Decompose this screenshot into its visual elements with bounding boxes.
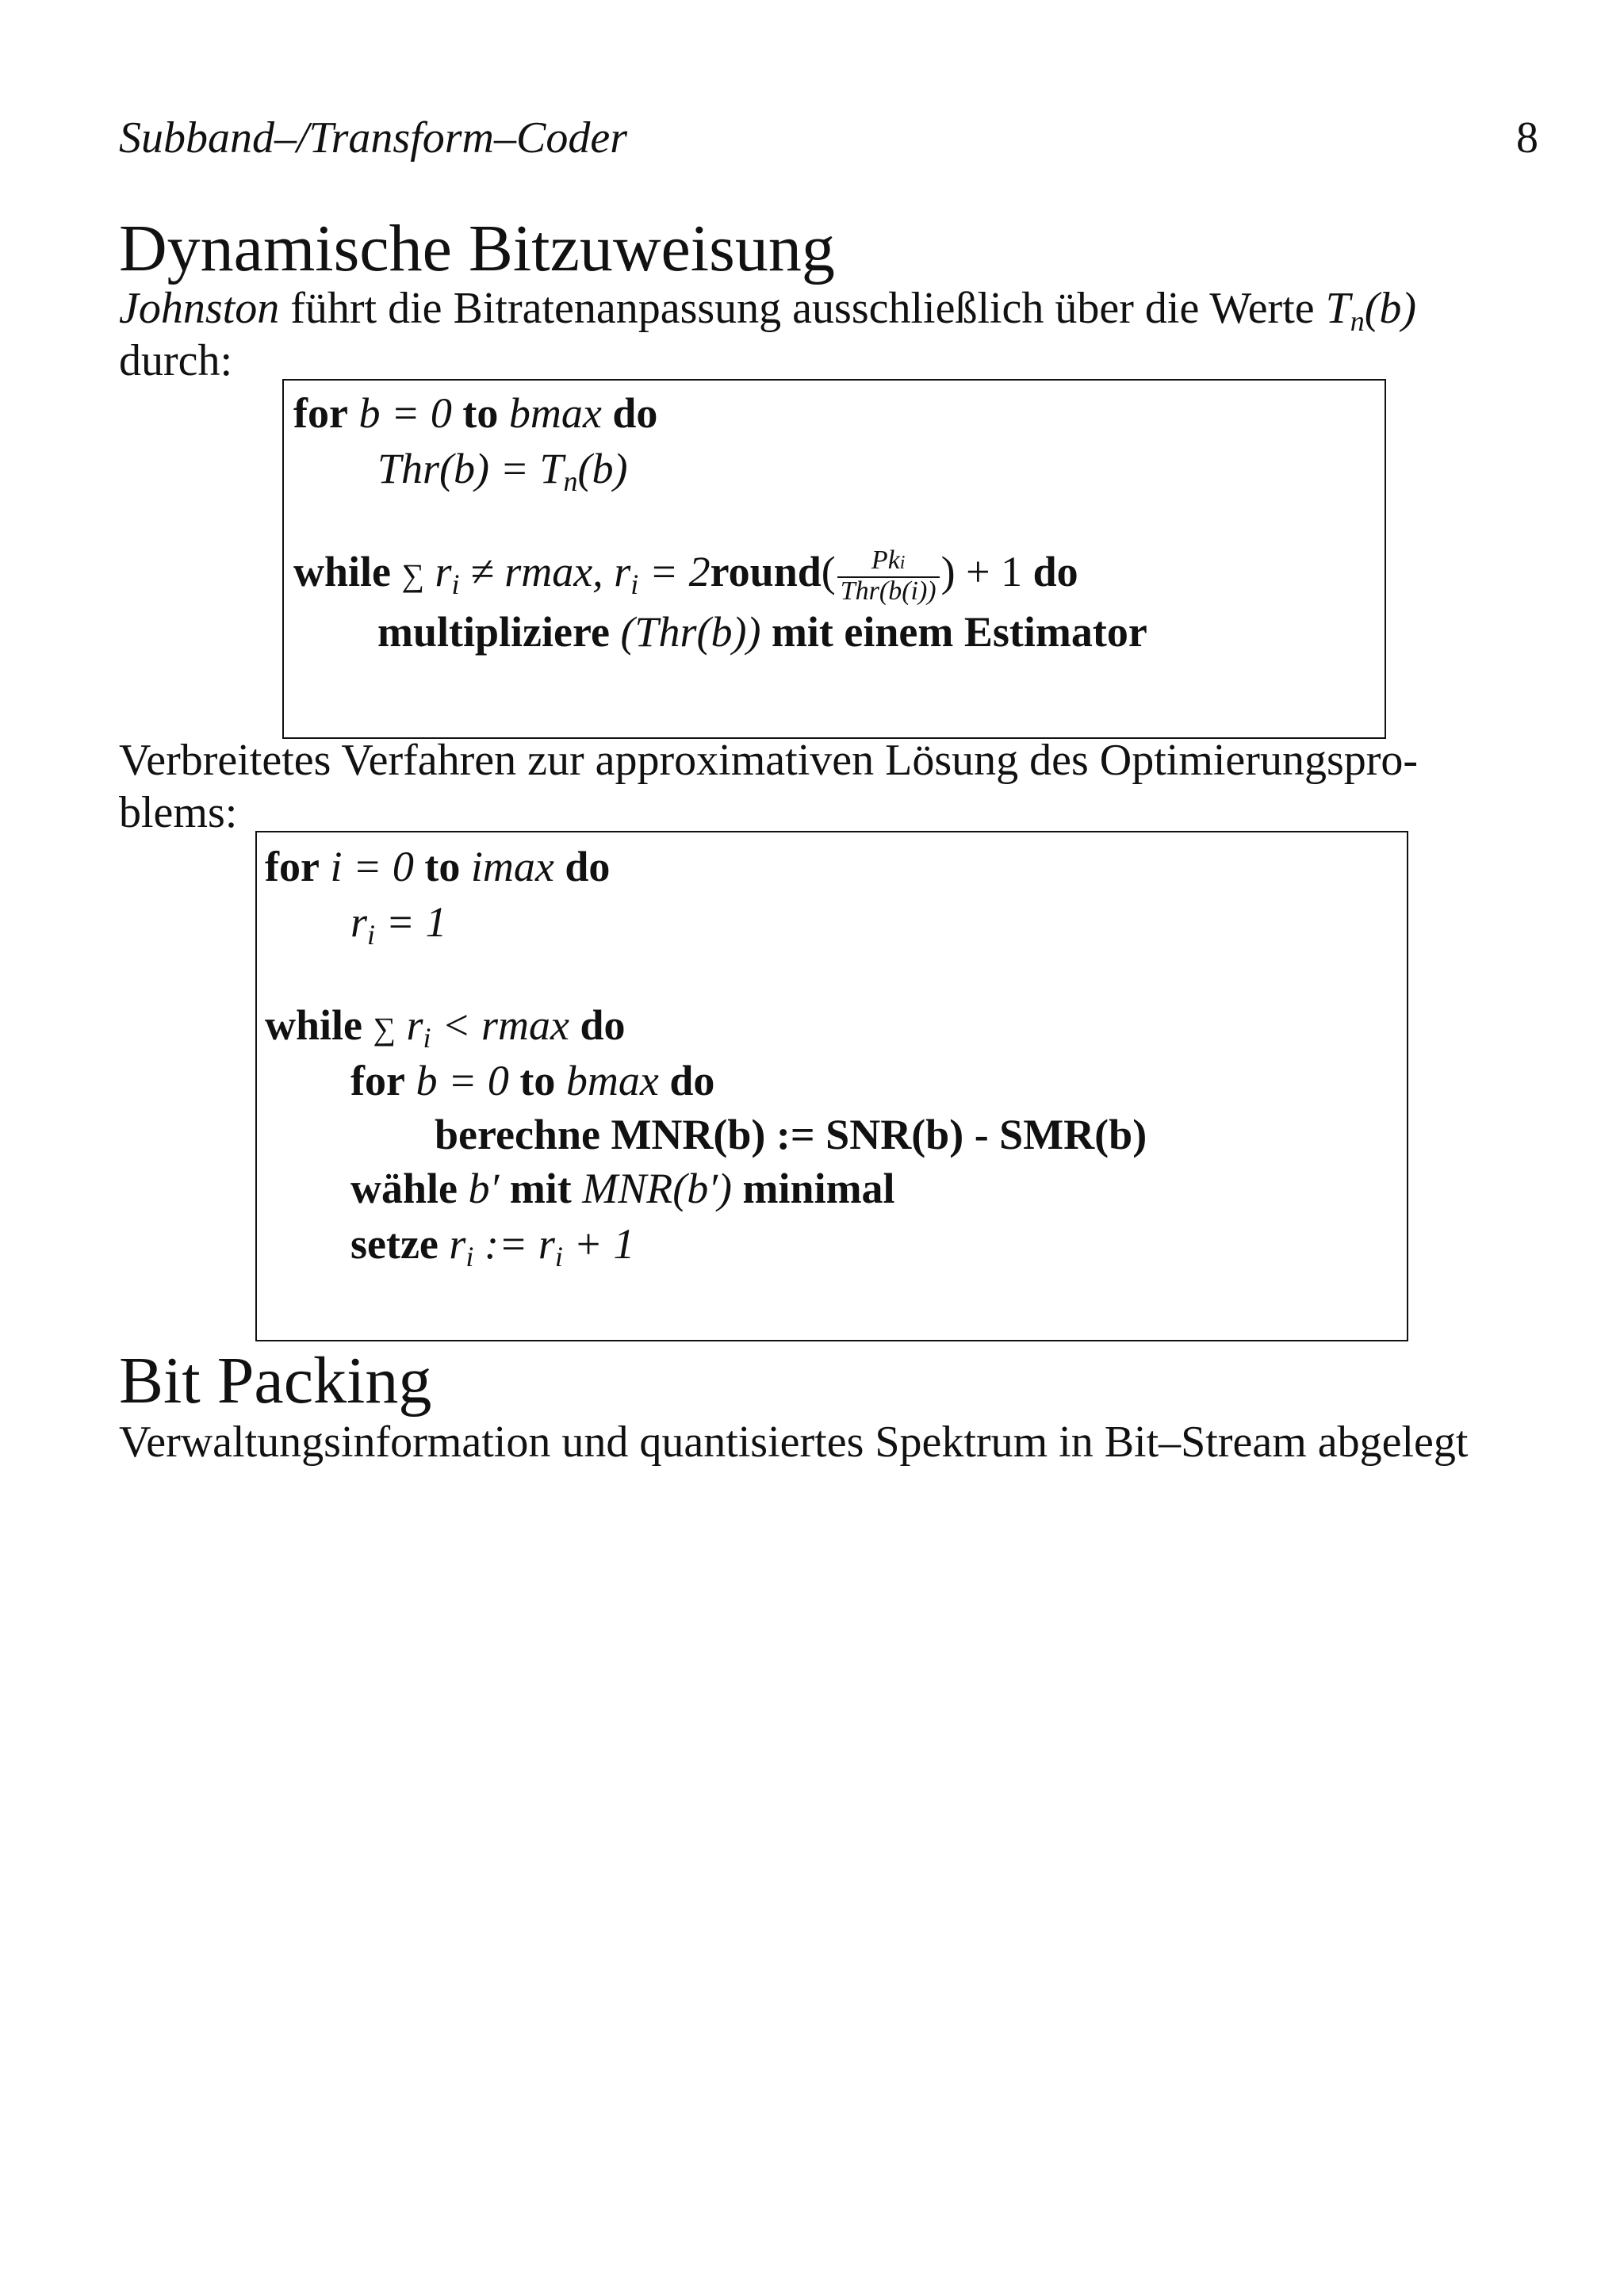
kw-minimal: minimal [742, 1165, 895, 1212]
fraction: $\frac{\text{Pki}}{\text{Thr(b(i))}}$ [837, 547, 940, 605]
algo2-line-choose [350, 1164, 895, 1213]
kw-for: for [350, 1057, 405, 1104]
algorithm-box-johnston [282, 379, 1386, 739]
kw-do: do [565, 843, 611, 890]
expr: ∑ $r_i \ne rmax$, [401, 548, 603, 600]
expr: $r_i$ := $r_i + 1$ [449, 1220, 635, 1272]
expr: b′ [468, 1165, 500, 1212]
expr: imax [470, 843, 554, 890]
kw-do: do [612, 389, 658, 437]
kw-multiply: multipliziere [377, 608, 610, 656]
expr: bmax [565, 1057, 659, 1104]
intro-text: führt die Bitratenanpassung ausschließlich über die Werte [279, 284, 1326, 333]
algo2-line-for-i [265, 842, 610, 891]
intro-math: $T_n(b)$ [1325, 284, 1417, 337]
kw-to: to [462, 389, 499, 437]
kw-to: to [424, 843, 461, 890]
algo2-line-init [350, 897, 446, 951]
kw-do: do [580, 1001, 626, 1049]
kw-do: do [669, 1057, 715, 1104]
paragraph-approx-line2: blems: [119, 788, 238, 837]
algo2-line-for-b [350, 1056, 714, 1105]
expr: b = 0 [416, 1057, 509, 1104]
algo2-line-while [265, 1001, 626, 1054]
expr: bmax [508, 389, 602, 437]
bit-packing-text: Verwaltungsinformation und quantisiertes Spektrum in Bit–Stream abgelegt [119, 1418, 1469, 1467]
kw-set: setze [350, 1220, 439, 1268]
expr: $Thr(b) = T_n(b)$ [377, 445, 628, 497]
kw-while: while [265, 1001, 363, 1049]
kw-with: mit [509, 1165, 572, 1212]
section-heading-bit-packing: Bit Packing [119, 1344, 432, 1418]
kw-choose: wähle [350, 1165, 458, 1212]
expr: b = 0 [358, 389, 452, 437]
algorithm-box-approx [255, 831, 1408, 1341]
algo1-line-assign [377, 444, 627, 498]
kw-round: round [710, 548, 822, 595]
running-title: Subband–/Transform–Coder [119, 113, 627, 163]
kw-to: to [519, 1057, 556, 1104]
intro-paragraph [119, 282, 1538, 347]
expr: i = 0 [330, 843, 414, 890]
algo1-line-for [293, 388, 657, 438]
algo1-line-multiply [377, 607, 1147, 656]
expr: $r_i = 2$ [614, 548, 710, 600]
expr: MNR(b′) [582, 1165, 733, 1212]
kw-do: do [1032, 548, 1078, 595]
intro-tail: durch: [119, 336, 233, 385]
algo1-line-while: while ∑ $r_i \ne rmax$, $r_i$ = 2round( $\frac{\text{Pki}}{\text{Thr(b(i))}}$ ) + 1 do [293, 545, 1078, 607]
kw-while: while [293, 548, 392, 595]
intro-name: Johnston [119, 284, 280, 333]
page-number: 8 [1516, 113, 1538, 163]
algo2-line-compute-mnr: berechne MNR(b) := SNR(b) - SMR(b) [435, 1111, 1147, 1158]
paragraph-approx-line1: Verbreitetes Verfahren zur approximativen Lösung des Optimierungspro- [119, 736, 1419, 785]
expr: ∑ $r_i < rmax$ [373, 1001, 569, 1054]
kw-for: for [265, 843, 320, 890]
expr: ) + 1 [940, 548, 1023, 595]
kw-estimator: mit einem Estimator [771, 608, 1147, 656]
algo2-line-set [350, 1219, 634, 1273]
expr: (Thr(b)) [620, 608, 761, 656]
section-heading-dynamic-bit-allocation: Dynamische Bitzuweisung [119, 212, 835, 285]
expr: $r_i = 1$ [350, 898, 447, 951]
kw-for: for [293, 389, 348, 437]
